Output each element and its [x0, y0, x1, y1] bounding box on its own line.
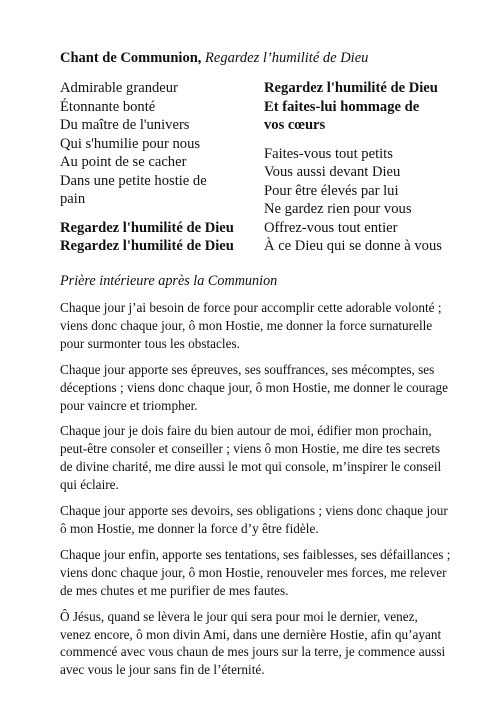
- prayer-line: viens donc chaque jour, ô mon Hostie, renouveler mes forces, me relever: [60, 564, 447, 580]
- song-title: [60, 50, 368, 67]
- refrain-line: Et faites-lui hommage de: [264, 98, 420, 115]
- prayer-line: Chaque jour j’ai besoin de force pour accomplir cette adorable volonté ;: [60, 300, 442, 315]
- prayer-line: Ô Jésus, quand se lèvera le jour qui sera pour moi le dernier, venez,: [60, 608, 418, 624]
- right-refrain: [264, 79, 464, 135]
- song-right-column: [264, 79, 464, 256]
- verse-line: Qui s'humilie pour nous: [60, 135, 201, 152]
- song-title-name: Regardez l’humilité de Dieu: [205, 50, 369, 66]
- prayer-paragraph: [60, 299, 452, 353]
- refrain-line: Regardez l'humilité de Dieu: [60, 238, 234, 254]
- prayer-paragraph: [60, 546, 452, 600]
- song-left-column: [60, 79, 250, 256]
- verse-line: Vous aussi devant Dieu: [264, 164, 401, 180]
- prayer-line: venez encore, ô mon divin Ami, dans une dernière Hostie, afin qu’ayant: [60, 626, 442, 642]
- prayer-title: Prière intérieure après la Communion: [60, 273, 278, 289]
- prayer-paragraph: [60, 422, 452, 494]
- prayer-line: Chaque jour apporte ses épreuves, ses souffrances, ses mécomptes, ses: [60, 361, 435, 377]
- prayer-line: Chaque jour apporte ses devoirs, ses obligations ; viens donc chaque jour: [60, 503, 448, 519]
- left-refrain: [60, 219, 250, 256]
- prayer-line: avec vous le jour sans fin de l’éternité.: [60, 662, 265, 678]
- song-title-label: Chant de Communion,: [60, 50, 202, 66]
- verse-line: Au point de se cacher: [60, 154, 187, 170]
- verse-line: Admirable grandeur: [60, 80, 178, 96]
- left-verse: [60, 79, 250, 209]
- verse-line: À ce Dieu qui se donne à vous: [264, 238, 442, 254]
- prayer-paragraph: [60, 502, 452, 538]
- refrain-line: vos cœurs: [264, 117, 326, 133]
- prayer-line: pour vaincre et triompher.: [60, 397, 198, 413]
- prayer-paragraph: [60, 608, 452, 680]
- prayer-line: Chaque jour enfin, apporte ses tentations, ses faiblesses, ses défaillances ;: [60, 546, 451, 562]
- prayer-line: commencé avec vous chaun de mes jours sur la terre, je commence aussi: [60, 644, 446, 660]
- prayer-line: peut-être consoler et conseiller ; viens ô mon Hostie, me dire tes secrets: [60, 441, 441, 457]
- verse-line: Faites-vous tout petits: [264, 145, 393, 162]
- verse-line: Ne gardez rien pour vous: [264, 201, 412, 217]
- prayer-line: de divine charité, me dire aussi le mot qui console, m’inspirer le conseil: [60, 459, 442, 475]
- verse-line: Du maître de l'univers: [60, 117, 190, 133]
- prayer-line: viens donc chaque jour, ô mon Hostie, me donner la force surnaturelle: [60, 317, 433, 333]
- refrain-line: Regardez l'humilité de Dieu: [264, 80, 438, 96]
- prayer-body: [60, 299, 452, 687]
- prayer-line: qui éclaire.: [60, 477, 119, 493]
- prayer-line: pour surmonter tous les obstacles.: [60, 335, 240, 351]
- prayer-line: déceptions ; viens donc chaque jour, ô mon Hostie, me donner le courage: [60, 379, 449, 395]
- verse-line: Étonnante bonté: [60, 98, 156, 115]
- prayer-paragraph: [60, 361, 452, 415]
- prayer-line: ô mon Hostie, me donner la force d’y être fidèle.: [60, 520, 319, 536]
- verse-line: Offrez-vous tout entier: [264, 219, 398, 236]
- prayer-line: Chaque jour je dois faire du bien autour de moi, édifier mon prochain,: [60, 423, 432, 439]
- refrain-line: Regardez l'humilité de Dieu: [60, 219, 234, 236]
- verse-line: Pour être élevés par lui: [264, 182, 399, 199]
- verse-line: Dans une petite hostie de: [60, 172, 207, 189]
- right-verse: [264, 145, 464, 256]
- prayer-line: de mes chutes et me purifier de mes fautes.: [60, 582, 289, 598]
- verse-line: pain: [60, 191, 86, 207]
